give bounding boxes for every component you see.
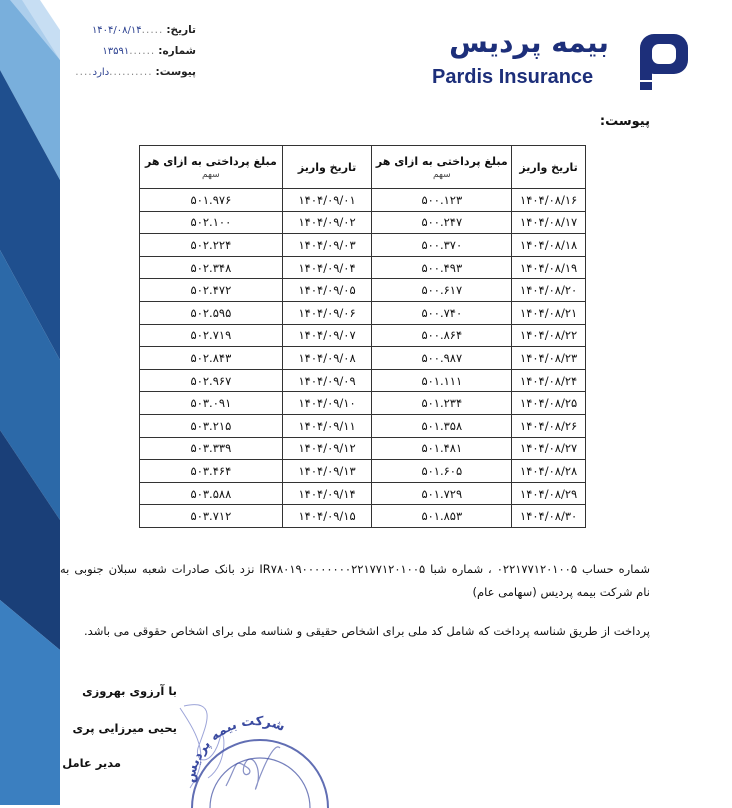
table-row <box>140 460 586 483</box>
deposit-date-cell: ۱۴۰۴/۰۸/۲۷ <box>512 437 586 460</box>
deposit-date-cell: ۱۴۰۴/۰۹/۰۲ <box>282 211 372 234</box>
amount-per-share-cell: ۵۰۰.۱۲۳ <box>372 189 512 212</box>
deposit-date-cell: ۱۴۰۴/۰۸/۱۶ <box>512 189 586 212</box>
attachment-title: پیوست: <box>599 114 650 129</box>
company-logo <box>430 26 698 96</box>
deposit-date-cell: ۱۴۰۴/۰۹/۱۵ <box>282 505 372 528</box>
table-row <box>140 211 586 234</box>
deposit-date-cell: ۱۴۰۴/۰۸/۱۹ <box>512 256 586 279</box>
deposit-date-cell: ۱۴۰۴/۰۹/۱۳ <box>282 460 372 483</box>
account-info-paragraph: شماره حساب ۰۲۲۱۷۷۱۲۰۱۰۰۵ ، شماره شبا IR۷۸۰۱۹۰۰۰۰۰۰۰۰۲۲۱۷۷۱۲۰۱۰۰۵ نزد بانک صادرات شعبه سبلان جنوبی به نام شرکت بیمه پردیس (سهامی عام) <box>60 562 650 599</box>
amount-per-share-cell: ۵۰۲.۱۰۰ <box>140 211 283 234</box>
header-deposit-date-2: تاریخ واریز <box>282 146 372 189</box>
table-row <box>140 189 586 212</box>
table-row <box>140 234 586 257</box>
payment-schedule-table <box>139 145 586 528</box>
amount-per-share-cell: ۵۰۰.۶۱۷ <box>372 279 512 302</box>
amount-per-share-cell: ۵۰۱.۸۵۳ <box>372 505 512 528</box>
table-row <box>140 482 586 505</box>
deposit-date-cell: ۱۴۰۴/۰۸/۲۵ <box>512 392 586 415</box>
deposit-date-cell: ۱۴۰۴/۰۸/۲۰ <box>512 279 586 302</box>
deposit-date-cell: ۱۴۰۴/۰۸/۲۴ <box>512 369 586 392</box>
amount-per-share-cell: ۵۰۱.۱۱۱ <box>372 369 512 392</box>
deposit-date-cell: ۱۴۰۴/۰۹/۰۳ <box>282 234 372 257</box>
deposit-date-cell: ۱۴۰۴/۰۹/۰۴ <box>282 256 372 279</box>
amount-per-share-cell: ۵۰۰.۷۴۰ <box>372 301 512 324</box>
table-row <box>140 414 586 437</box>
decorative-side-band <box>0 0 60 805</box>
table-row <box>140 279 586 302</box>
deposit-date-cell: ۱۴۰۴/۰۸/۱۷ <box>512 211 586 234</box>
attachment-value: دارد <box>92 67 110 78</box>
deposit-date-cell: ۱۴۰۴/۰۸/۲۶ <box>512 414 586 437</box>
deposit-date-cell: ۱۴۰۴/۰۸/۲۲ <box>512 324 586 347</box>
stamp-text: شرکت بیمه پردیس <box>182 713 287 784</box>
deposit-date-cell: ۱۴۰۴/۰۹/۰۹ <box>282 369 372 392</box>
deposit-date-cell: ۱۴۰۴/۰۸/۳۰ <box>512 505 586 528</box>
deposit-date-cell: ۱۴۰۴/۰۸/۲۹ <box>512 482 586 505</box>
amount-per-share-cell: ۵۰۲.۹۶۷ <box>140 369 283 392</box>
amount-per-share-cell: ۵۰۰.۸۶۴ <box>372 324 512 347</box>
amount-per-share-cell: ۵۰۰.۲۴۷ <box>372 211 512 234</box>
amount-per-share-cell: ۵۰۳.۰۹۱ <box>140 392 283 415</box>
table-row <box>140 347 586 370</box>
amount-per-share-cell: ۵۰۲.۷۱۹ <box>140 324 283 347</box>
table-row <box>140 505 586 528</box>
deposit-date-cell: ۱۴۰۴/۰۹/۱۱ <box>282 414 372 437</box>
date-value: ۱۴۰۴/۰۸/۱۴ <box>91 25 142 36</box>
amount-per-share-cell: ۵۰۳.۲۱۵ <box>140 414 283 437</box>
deposit-date-cell: ۱۴۰۴/۰۸/۱۸ <box>512 234 586 257</box>
signatory-name: یحیی میرزایی پری <box>72 721 177 735</box>
amount-per-share-cell: ۵۰۱.۲۳۴ <box>372 392 512 415</box>
pardis-logo-icon <box>636 30 692 92</box>
logo-english-text: Pardis Insurance <box>432 66 594 88</box>
deposit-date-cell: ۱۴۰۴/۰۸/۲۳ <box>512 347 586 370</box>
amount-per-share-cell: ۵۰۰.۹۸۷ <box>372 347 512 370</box>
amount-per-share-cell: ۵۰۱.۹۷۶ <box>140 189 283 212</box>
letter-metadata <box>66 24 196 87</box>
amount-per-share-cell: ۵۰۰.۴۹۳ <box>372 256 512 279</box>
header-amount-per-share-1: مبلغ پرداختی به ازای هر سهم <box>372 146 512 189</box>
amount-per-share-cell: ۵۰۳.۳۳۹ <box>140 437 283 460</box>
amount-per-share-cell: ۵۰۲.۵۹۵ <box>140 301 283 324</box>
amount-per-share-cell: ۵۰۰.۳۷۰ <box>372 234 512 257</box>
payment-method-paragraph: پرداخت از طریق شناسه پرداخت که شامل کد ملی برای اشخاص حقیقی و شناسه ملی برای اشخاص حقوقی می باشد. <box>84 624 650 638</box>
number-row: شماره: ...... ۱۳۵۹۱ <box>102 45 196 57</box>
table-header-row <box>140 146 586 189</box>
amount-per-share-cell: ۵۰۲.۸۴۳ <box>140 347 283 370</box>
table-row <box>140 301 586 324</box>
amount-per-share-cell: ۵۰۳.۷۱۲ <box>140 505 283 528</box>
amount-per-share-cell: ۵۰۳.۵۸۸ <box>140 482 283 505</box>
table-row <box>140 392 586 415</box>
deposit-date-cell: ۱۴۰۴/۰۹/۰۱ <box>282 189 372 212</box>
amount-per-share-cell: ۵۰۲.۴۷۲ <box>140 279 283 302</box>
date-row: تاریخ: ..... ۱۴۰۴/۰۸/۱۴ <box>91 24 196 36</box>
table-row <box>140 369 586 392</box>
table-row <box>140 256 586 279</box>
deposit-date-cell: ۱۴۰۴/۰۹/۱۴ <box>282 482 372 505</box>
deposit-date-cell: ۱۴۰۴/۰۹/۰۵ <box>282 279 372 302</box>
amount-per-share-cell: ۵۰۲.۲۲۴ <box>140 234 283 257</box>
deposit-date-cell: ۱۴۰۴/۰۹/۰۸ <box>282 347 372 370</box>
amount-per-share-cell: ۵۰۳.۴۶۴ <box>140 460 283 483</box>
logo-persian-text: بیمه پردیس <box>449 26 609 59</box>
deposit-date-cell: ۱۴۰۴/۰۸/۲۸ <box>512 460 586 483</box>
company-stamp-and-signature <box>160 668 330 808</box>
deposit-date-cell: ۱۴۰۴/۰۸/۲۱ <box>512 301 586 324</box>
attachment-row: پیوست: .......... دارد .... <box>75 66 196 78</box>
table-row <box>140 324 586 347</box>
amount-per-share-cell: ۵۰۱.۴۸۱ <box>372 437 512 460</box>
amount-per-share-cell: ۵۰۲.۳۴۸ <box>140 256 283 279</box>
number-value: ۱۳۵۹۱ <box>102 46 130 57</box>
deposit-date-cell: ۱۴۰۴/۰۹/۰۷ <box>282 324 372 347</box>
deposit-date-cell: ۱۴۰۴/۰۹/۱۰ <box>282 392 372 415</box>
deposit-date-cell: ۱۴۰۴/۰۹/۱۲ <box>282 437 372 460</box>
signature-greeting: با آرزوی بهروزی <box>82 684 177 698</box>
table-row <box>140 437 586 460</box>
amount-per-share-cell: ۵۰۱.۳۵۸ <box>372 414 512 437</box>
header-amount-per-share-2: مبلغ پرداختی به ازای هر سهم <box>140 146 283 189</box>
attachment-label: پیوست: <box>155 66 196 78</box>
number-label: شماره: <box>158 45 196 57</box>
header-deposit-date-1: تاریخ واریز <box>512 146 586 189</box>
deposit-date-cell: ۱۴۰۴/۰۹/۰۶ <box>282 301 372 324</box>
signatory-title: مدیر عامل <box>62 756 121 770</box>
amount-per-share-cell: ۵۰۱.۷۲۹ <box>372 482 512 505</box>
amount-per-share-cell: ۵۰۱.۶۰۵ <box>372 460 512 483</box>
date-label: تاریخ: <box>166 24 196 36</box>
